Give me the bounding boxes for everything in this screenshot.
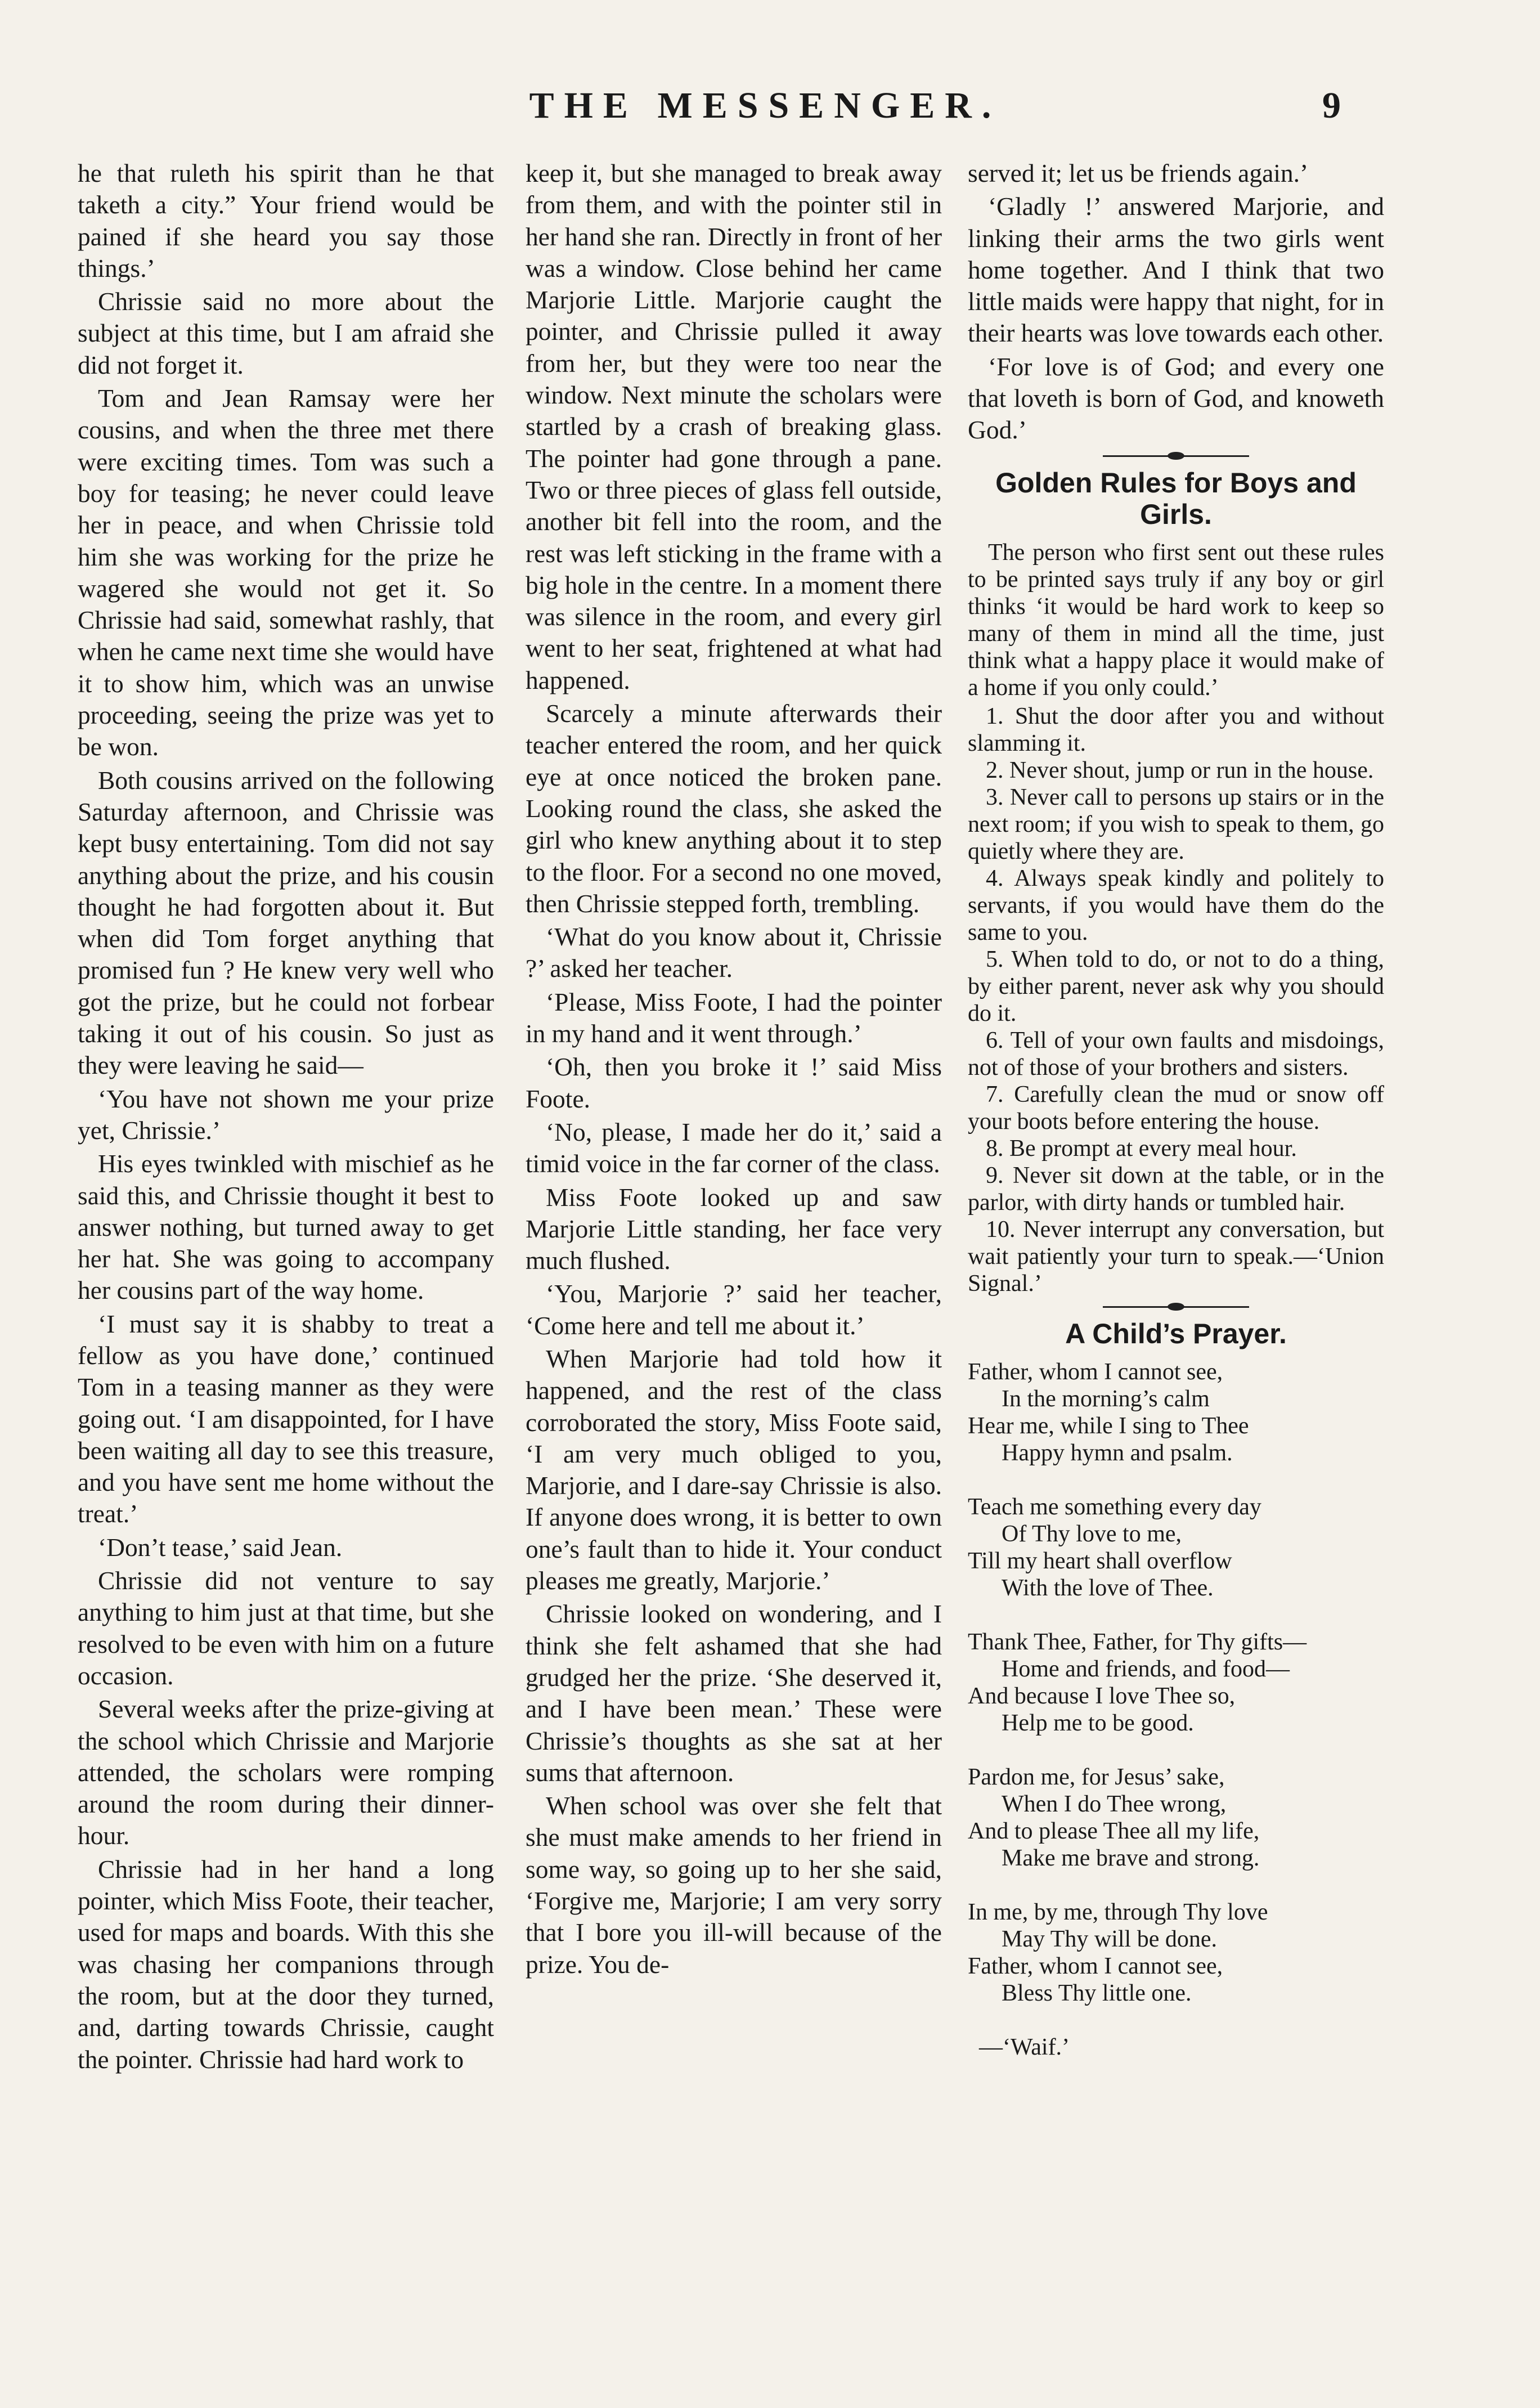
story-conclusion (968, 158, 1384, 446)
paragraph: ‘You have not shown me your prize yet, Chrissie.’ (78, 1084, 494, 1145)
rule-item: 10. Never interrupt any conversation, but wait patiently your turn to speak.—‘Union Signal.’ (968, 1216, 1384, 1297)
poem-line: Of Thy love to me, (1002, 1521, 1182, 1547)
paragraph: ‘Don’t tease,’ said Jean. (98, 1532, 343, 1562)
poem-line: And because I love Thee so, (968, 1683, 1236, 1709)
paragraph: ‘Please, Miss Foote, I had the pointer in my hand and it went through.’ (526, 987, 942, 1048)
golden-rules-intro: The person who first sent out these rules to be printed says truly if any boy or girl thinks ‘it would be hard work to keep so many of them in mind all the time, just think what a happy place it would make of a home if you only could.’ (968, 539, 1384, 701)
paragraph: Chrissie said no more about the subject at this time, but I am afraid she did not forget it. (78, 287, 494, 379)
paragraph: ‘Gladly !’ answered Marjorie, and linking their arms the two girls went home together. And I think that two little maids were happy that night, for in their hearts was love towards each other. (968, 192, 1384, 348)
rule-item: 1. Shut the door after you and without slamming it. (968, 703, 1384, 756)
column-right (968, 158, 1384, 2313)
poem-line: Thank Thee, Father, for Thy gifts— (968, 1629, 1307, 1655)
masthead (0, 84, 1540, 152)
poem-line: May Thy will be done. (1002, 1926, 1218, 1952)
rule-item: 7. Carefully clean the mud or snow off your boots before entering the house. (968, 1081, 1384, 1135)
rule-item: 6. Tell of your own faults and misdoings, not of those of your brothers and sisters. (968, 1027, 1384, 1080)
stanza (968, 1764, 1384, 1872)
paragraph: His eyes twinkled with mischief as he said this, and Chrissie thought it best to answer nothing, but turned away to get her hat. She was going to accompany her cousins part of the way home. (78, 1149, 494, 1305)
paragraph: When school was over she felt that she must make amends to her friend in some way, so going up to her she said, ‘Forgive me, Marjorie; I am very sorry that I bore you ill-will because of the prize. You de- (526, 1791, 942, 1979)
paragraph: Tom and Jean Ramsay were her cousins, and when the three met there were exciting times. Tom was such a boy for teasing; he never could leave her in peace, and when Chrissie told him she was working for the prize he wagered she would not get it. So Chrissie had said, somewhat rashly, that when he came next time she would have it to show him, which was an unwise proceeding, seeing the prize was yet to be won. (78, 384, 494, 761)
rule-item: 5. When told to do, or not to do a thing, by either parent, never ask why you should do it. (968, 946, 1384, 1026)
stanza (968, 1629, 1384, 1737)
poem-line: With the love of Thee. (1002, 1575, 1214, 1601)
masthead-title: THE MESSENGER. (529, 85, 1002, 126)
poem-line: Bless Thy little one. (1002, 1980, 1192, 2006)
poem-line: Make me brave and strong. (1002, 1845, 1260, 1871)
stanza (968, 1358, 1384, 1467)
poem-line: In me, by me, through Thy love (968, 1899, 1268, 1925)
prayer-attribution: —‘Waif.’ (979, 2034, 1070, 2060)
rule-item: 9. Never sit down at the table, or in the parlor, with dirty hands or tumbled hair. (968, 1162, 1384, 1216)
poem-line: Home and friends, and food— (1002, 1656, 1290, 1682)
paragraph: Several weeks after the prize-giving at the school which Chrissie and Marjorie attended, the scholars were romping around the room during their dinner-hour. (78, 1694, 494, 1850)
section-divider (1103, 1306, 1249, 1308)
golden-rules-heading: Golden Rules for Boys and Girls. (995, 467, 1357, 530)
paragraph: ‘For love is of God; and every one that loveth is born of God, and knoweth God.’ (968, 352, 1384, 445)
rule-item: 3. Never call to persons up stairs or in the next room; if you wish to speak to them, go quietly where they are. (968, 784, 1384, 864)
paragraph: ‘I must say it is shabby to treat a fellow as you have done,’ continued Tom in a teasing manner as they were going out. ‘I am disappointed, for I have been waiting all day to see this treasure, and you have sent me home without the treat.’ (78, 1309, 494, 1528)
rule-item: 2. Never shout, jump or run in the house. (986, 757, 1374, 783)
paragraph: keep it, but she managed to break away from them, and with the pointer stil in her hand she ran. Directly in front of her was a window. Close behind her came Marjorie Little. Marjorie caught the pointer, and Chrissie pulled it away from her, but they were too near the window. Next minute the scholars were startled by a crash of breaking glass. The pointer had gone through a pane. Two or three pieces of glass fell outside, another bit fell into the room, and the rest was left sticking in the frame with a big hole in the centre. In a moment there was silence in the room, and every girl went to her seat, frightened at what had happened. (526, 159, 942, 694)
rule-item: 8. Be prompt at every meal hour. (986, 1135, 1297, 1162)
column-middle (526, 158, 942, 2313)
poem-line: Till my heart shall overflow (968, 1548, 1232, 1574)
poem-line: Teach me something every day (968, 1494, 1261, 1520)
column-left (78, 158, 494, 2313)
section-divider (1103, 455, 1249, 457)
page-number: 9 (1322, 85, 1341, 126)
paragraph: served it; let us be friends again.’ (968, 159, 1309, 187)
poem-line: Pardon me, for Jesus’ sake, (968, 1764, 1225, 1790)
stanza (968, 1494, 1384, 1602)
paragraph: Miss Foote looked up and saw Marjorie Little standing, her face very much flushed. (526, 1182, 942, 1275)
poem-line: Hear me, while I sing to Thee (968, 1412, 1249, 1439)
paragraph: ‘What do you know about it, Chrissie ?’ asked her teacher. (526, 922, 942, 983)
poem-line: Happy hymn and psalm. (1002, 1440, 1233, 1466)
poem-line: Help me to be good. (1002, 1710, 1194, 1736)
paragraph: ‘Oh, then you broke it !’ said Miss Foote. (526, 1052, 942, 1113)
poem-line: Father, whom I cannot see, (968, 1358, 1223, 1385)
paragraph: he that ruleth his spirit than he that taketh a city.” Your friend would be pained if she heard you say those things.’ (78, 159, 494, 282)
poem-line: Father, whom I cannot see, (968, 1953, 1223, 1979)
stanza (968, 1899, 1384, 2007)
prayer-poem (968, 1358, 1384, 2007)
paragraph: ‘No, please, I made her do it,’ said a timid voice in the far corner of the class. (526, 1117, 942, 1178)
golden-rules-list (968, 703, 1384, 1297)
rule-item: 4. Always speak kindly and politely to servants, if you would have them do the same to you. (968, 865, 1384, 945)
paragraph: Both cousins arrived on the following Saturday afternoon, and Chrissie was kept busy entertaining. Tom did not say anything about the prize, and his cousin thought he had forgotten about it. But when did Tom forget anything that promised fun ? He knew very well who got the prize, but he could not forbear taking it out of his cousin. So just as they were leaving he said— (78, 765, 494, 1080)
poem-line: When I do Thee wrong, (1002, 1791, 1227, 1817)
paragraph: When Marjorie had told how it happened, and the rest of the class corroborated the story, Miss Foote said, ‘I am very much obliged to you, Marjorie, and I dare-say Chrissie is also. If anyone does wrong, it is better to own one’s fault than to hide it. Your conduct pleases me greatly, Marjorie.’ (526, 1344, 942, 1595)
paragraph: Chrissie looked on wondering, and I think she felt ashamed that she had grudged her the prize. ‘She deserved it, and I have been mean.’ These were Chrissie’s thoughts as she sat at her sums that afternoon. (526, 1599, 942, 1787)
paragraph: Scarcely a minute afterwards their teacher entered the room, and her quick eye at once noticed the broken pane. Looking round the class, she asked the girl who knew anything about it to step to the floor. For a second no one moved, then Chrissie stepped forth, trembling. (526, 699, 942, 918)
poem-line: In the morning’s calm (1002, 1385, 1210, 1412)
prayer-heading: A Child’s Prayer. (1065, 1317, 1287, 1349)
paragraph: Chrissie had in her hand a long pointer, which Miss Foote, their teacher, used for maps and boards. With this she was chasing her companions through the room, but at the door they turned, and, darting towards Chrissie, caught the pointer. Chrissie had hard work to (78, 1854, 494, 2074)
paragraph: ‘You, Marjorie ?’ said her teacher, ‘Come here and tell me about it.’ (526, 1279, 942, 1340)
poem-line: And to please Thee all my life, (968, 1818, 1260, 1844)
paragraph: Chrissie did not venture to say anything to him just at that time, but she resolved to be even with him on a future occasion. (78, 1566, 494, 1690)
